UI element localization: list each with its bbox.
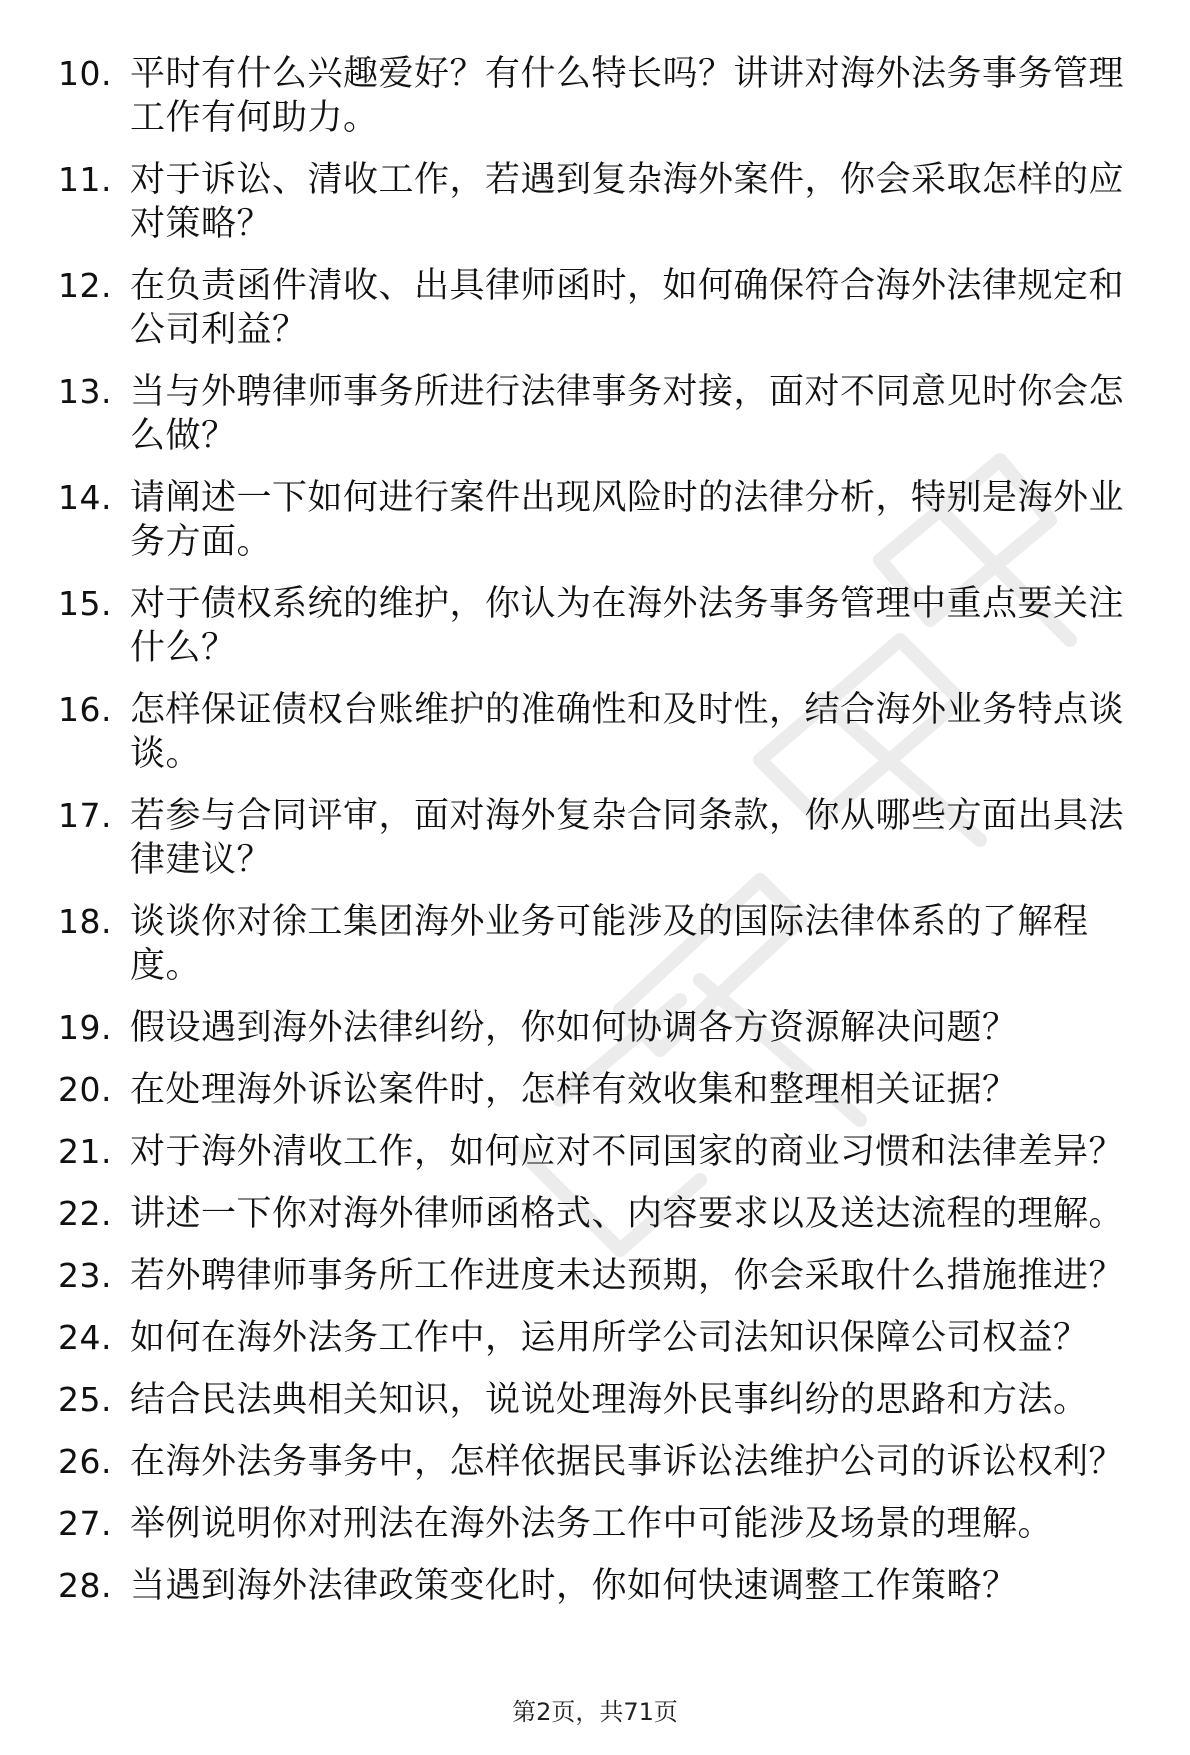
- question-number: 12.: [58, 266, 112, 305]
- question-number: 13.: [58, 372, 112, 411]
- question-item: [58, 1502, 1148, 1546]
- question-number: 27.: [58, 1504, 112, 1543]
- question-number: 16.: [58, 690, 112, 729]
- question-number: 11.: [58, 160, 112, 199]
- question-text: 讲述一下你对海外律师函格式、内容要求以及送达流程的理解。: [130, 1194, 1125, 1234]
- question-text: 假设遇到海外法律纠纷，你如何协调各方资源解决问题？: [130, 1008, 1018, 1048]
- question-number: 23.: [58, 1256, 112, 1295]
- question-number: 24.: [58, 1318, 112, 1357]
- question-item: [58, 900, 1148, 988]
- question-text: 请阐述一下如何进行案件出现风险时的法律分析，特别是海外业务方面。: [130, 478, 1125, 562]
- question-text: 在负责函件清收、出具律师函时，如何确保符合海外法律规定和公司利益？: [130, 266, 1125, 350]
- question-text: 怎样保证债权台账维护的准确性和及时性，结合海外业务特点谈谈。: [130, 690, 1125, 774]
- question-number: 21.: [58, 1132, 112, 1171]
- question-text: 当与外聘律师事务所进行法律事务对接，面对不同意见时你会怎么做？: [130, 372, 1125, 456]
- question-text: 当遇到海外法律政策变化时，你如何快速调整工作策略？: [130, 1566, 1018, 1606]
- question-item: [58, 1130, 1148, 1174]
- question-text: 若外聘律师事务所工作进度未达预期，你会采取什么措施推进？: [130, 1256, 1125, 1296]
- question-number: 17.: [58, 796, 112, 835]
- question-item: [58, 476, 1148, 564]
- question-number: 14.: [58, 478, 112, 517]
- question-item: [58, 370, 1148, 458]
- question-text: 对于债权系统的维护，你认为在海外法务事务管理中重点要关注什么？: [130, 584, 1125, 668]
- question-text: 若参与合同评审，面对海外复杂合同条款，你从哪些方面出具法律建议？: [130, 796, 1125, 880]
- question-number: 22.: [58, 1194, 112, 1233]
- question-item: [58, 1378, 1148, 1422]
- question-text: 平时有什么兴趣爱好？有什么特长吗？讲讲对海外法务事务管理工作有何助力。: [130, 54, 1125, 138]
- page-number: 第2页，共71页: [512, 1698, 678, 1726]
- question-item: [58, 582, 1148, 670]
- question-number: 26.: [58, 1442, 112, 1481]
- question-item: [58, 794, 1148, 882]
- question-number: 18.: [58, 902, 112, 941]
- question-number: 15.: [58, 584, 112, 623]
- question-text: 举例说明你对刑法在海外法务工作中可能涉及场景的理解。: [130, 1504, 1054, 1544]
- question-item: [58, 1192, 1148, 1236]
- question-item: [58, 1068, 1148, 1112]
- question-number: 19.: [58, 1008, 112, 1047]
- question-item: [58, 1254, 1148, 1298]
- question-text: 对于海外清收工作，如何应对不同国家的商业习惯和法律差异？: [130, 1132, 1125, 1172]
- question-text: 在海外法务事务中，怎样依据民事诉讼法维护公司的诉讼权利？: [130, 1442, 1125, 1482]
- question-text: 谈谈你对徐工集团海外业务可能涉及的国际法律体系的了解程度。: [130, 902, 1089, 986]
- question-text: 在处理海外诉讼案件时，怎样有效收集和整理相关证据？: [130, 1070, 1018, 1110]
- question-text: 结合民法典相关知识，说说处理海外民事纠纷的思路和方法。: [130, 1380, 1089, 1420]
- question-number: 10.: [58, 54, 112, 93]
- question-item: [58, 158, 1148, 246]
- question-number: 28.: [58, 1566, 112, 1605]
- question-item: [58, 264, 1148, 352]
- question-item: [58, 1316, 1148, 1360]
- question-item: [58, 1440, 1148, 1484]
- question-item: [58, 1006, 1148, 1050]
- question-item: [58, 1564, 1148, 1608]
- question-list: [58, 52, 1148, 1626]
- question-item: [58, 52, 1148, 140]
- question-number: 20.: [58, 1070, 112, 1109]
- question-text: 对于诉讼、清收工作，若遇到复杂海外案件，你会采取怎样的应对策略？: [130, 160, 1125, 244]
- question-number: 25.: [58, 1380, 112, 1419]
- question-text: 如何在海外法务工作中，运用所学公司法知识保障公司权益？: [130, 1318, 1089, 1358]
- question-item: [58, 688, 1148, 776]
